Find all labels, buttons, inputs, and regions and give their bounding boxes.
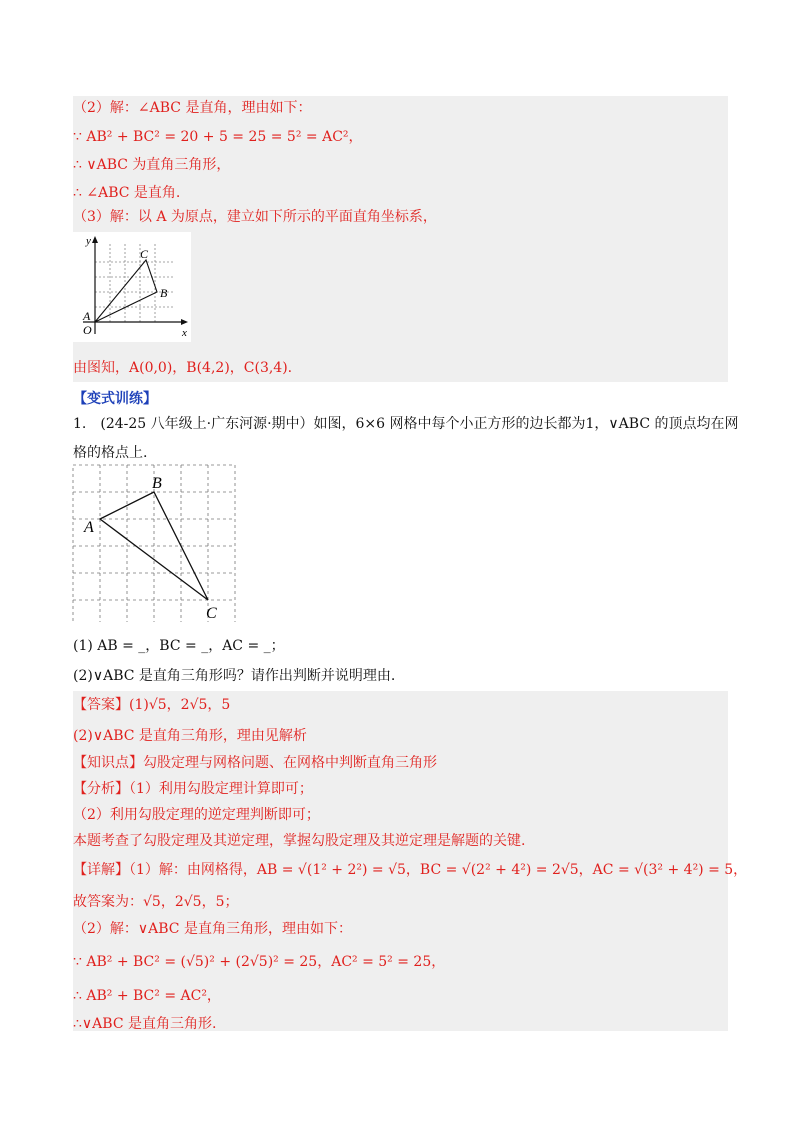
question-1: (1) AB = _，BC = _，AC = _； (73, 638, 285, 654)
answer-tag: 【答案】 (73, 697, 129, 713)
detail-line (73, 860, 747, 880)
detail-line: ∵ AB² + BC² = (√5)² + (2√5)² = 25，AC² = 5² = 25， (73, 954, 446, 970)
solution-line: 由图知，A(0,0)，B(4,2)，C(3,4). (73, 360, 293, 376)
axis-x-label: x (182, 327, 187, 339)
solution-line: （2）解：∠ABC 是直角，理由如下： (73, 100, 312, 116)
solution-line: ∴ ∨ABC 为直角三角形， (73, 157, 231, 173)
detail-line: 故答案为：√5，2√5，5； (73, 894, 239, 910)
grid-figure (70, 462, 240, 622)
vertex-label-c: C (140, 247, 149, 261)
problem-text: 1. (24-25 八年级上·广东河源·期中）如图，6×6 网格中每个小正方形的边长都为1，∨ABC 的顶点均在网 (73, 416, 739, 432)
solution-line: ∴ ∠ABC 是直角. (73, 185, 181, 201)
axis-y-label: y (86, 235, 91, 247)
question-2: (2)∨ABC 是直角三角形吗？请作出判断并说明理由. (73, 668, 396, 684)
knowledge-tag: 【知识点】 (73, 755, 143, 771)
knowledge-line (73, 753, 437, 773)
solution-line: ∵ AB² + BC² = 20 + 5 = 25 = 5² = AC²， (73, 129, 363, 145)
answer-line (73, 695, 230, 715)
coordinate-figure (73, 232, 191, 342)
knowledge-text: 勾股定理与网格问题、在网格中判断直角三角形 (143, 755, 437, 771)
detail-tag: 【详解】 (73, 862, 129, 878)
section-title: 【变式训练】 (73, 391, 157, 407)
origin-label: O (83, 323, 92, 337)
detail-line: （2）解：∨ABC 是直角三角形，理由如下： (73, 921, 352, 937)
analysis-line: 本题考查了勾股定理及其逆定理，掌握勾股定理及其逆定理是解题的关键. (73, 833, 526, 849)
answer-1: (1)√5，2√5，5 (129, 697, 231, 713)
answer-2: (2)∨ABC 是直角三角形，理由见解析 (73, 728, 307, 744)
vertex-label-a: A (83, 309, 91, 323)
vertex-label-b: B (152, 475, 162, 492)
detail-text: （1）解：由网格得，AB = √(1² + 2²) = √5，BC = √(2² + 4²) = 2√5，AC = √(3² + 4²) = 5， (129, 862, 748, 878)
vertex-label-c: C (206, 605, 217, 622)
analysis-tag: 【分析】 (73, 781, 129, 797)
analysis-line (73, 779, 313, 799)
analysis-line: （2）利用勾股定理的逆定理判断即可； (73, 807, 320, 823)
solution-line: （3）解：以 A 为原点，建立如下所示的平面直角坐标系， (73, 209, 437, 225)
detail-line: ∴∨ABC 是直角三角形. (73, 1016, 217, 1032)
analysis-text: （1）利用勾股定理计算即可； (129, 781, 313, 797)
problem-text: 格的格点上. (73, 445, 148, 461)
vertex-label-a: A (84, 519, 94, 536)
detail-line: ∴ AB² + BC² = AC²， (73, 988, 221, 1004)
vertex-label-b: B (160, 286, 168, 300)
